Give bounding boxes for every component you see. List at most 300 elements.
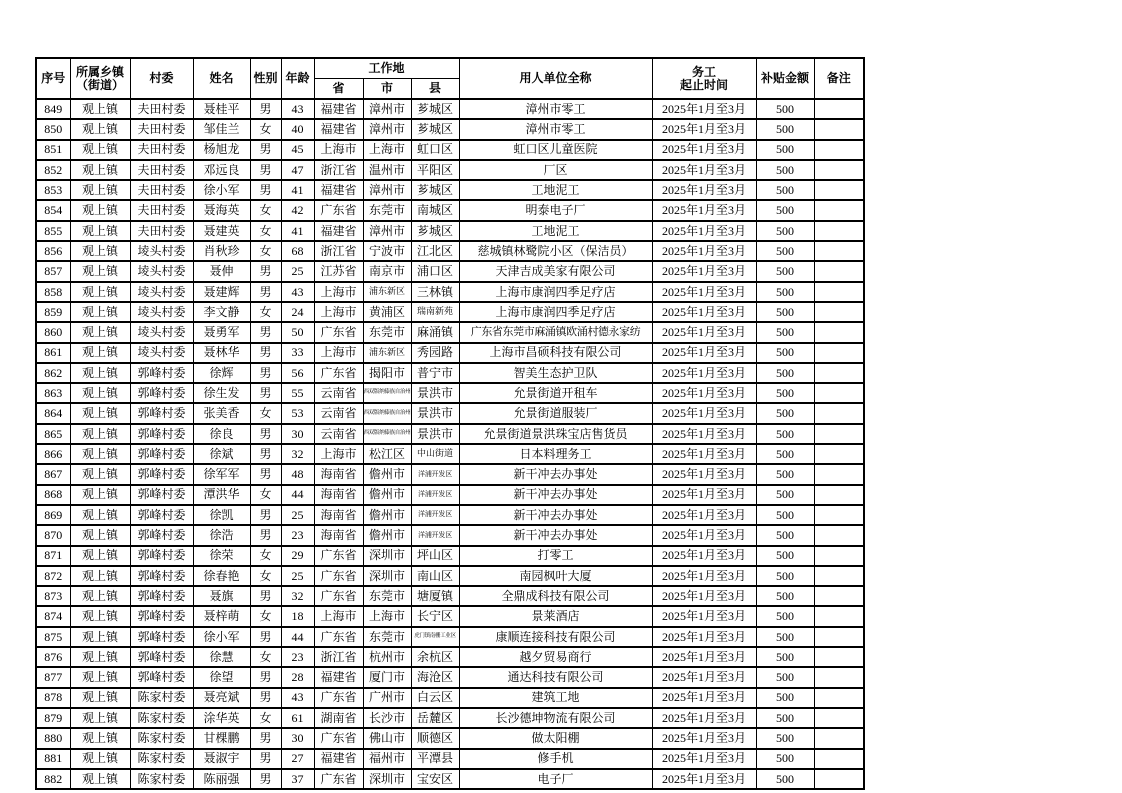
cell-remark: [814, 606, 864, 626]
table-row: [36, 444, 864, 464]
table-row: [36, 728, 864, 748]
cell-employer: 工地泥工: [459, 221, 652, 241]
cell-village: 夫田村委: [130, 200, 193, 220]
cell-county: 平阳区: [411, 160, 459, 180]
cell-county: 白云区: [411, 688, 459, 708]
cell-amount: 500: [756, 667, 814, 687]
cell-name: 聂勇军: [193, 322, 250, 342]
cell-township: 观上镇: [70, 647, 130, 667]
col-header-period-line1: 务工: [692, 64, 717, 79]
cell-employer: 允景街道开租车: [459, 383, 652, 403]
cell-province: 云南省: [314, 424, 363, 444]
cell-name: 徐良: [193, 424, 250, 444]
cell-village: 郭峰村委: [130, 606, 193, 626]
cell-no: 856: [36, 241, 70, 261]
cell-remark: [814, 200, 864, 220]
cell-gender: 男: [250, 688, 281, 708]
cell-city: 温州市: [363, 160, 411, 180]
cell-township: 观上镇: [70, 200, 130, 220]
cell-employer: 新干冲去办事处: [459, 525, 652, 545]
cell-name: 邓远良: [193, 160, 250, 180]
cell-gender: 女: [250, 302, 281, 322]
cell-township: 观上镇: [70, 444, 130, 464]
cell-province: 上海市: [314, 140, 363, 160]
cell-remark: [814, 708, 864, 728]
cell-county: 瑞南新苑: [411, 302, 459, 322]
cell-gender: 男: [250, 343, 281, 363]
cell-amount: 500: [756, 424, 814, 444]
cell-amount: 500: [756, 749, 814, 769]
cell-township: 观上镇: [70, 140, 130, 160]
cell-age: 44: [281, 627, 314, 647]
cell-employer: 建筑工地: [459, 688, 652, 708]
col-header-workplace: 工作地: [314, 58, 459, 79]
cell-province: 云南省: [314, 383, 363, 403]
cell-period: 2025年1月至3月: [652, 180, 756, 200]
table-row: [36, 505, 864, 525]
cell-name: 聂梓萌: [193, 606, 250, 626]
cell-township: 观上镇: [70, 241, 130, 261]
cell-county: 宝安区: [411, 769, 459, 789]
cell-village: 陈家村委: [130, 728, 193, 748]
cell-province: 浙江省: [314, 160, 363, 180]
col-header-township-line1: 所属乡镇: [75, 64, 124, 79]
cell-no: 862: [36, 363, 70, 383]
cell-city: 西双版纳傣族自治州: [363, 403, 411, 423]
cell-village: 郭峰村委: [130, 586, 193, 606]
cell-province: 广东省: [314, 627, 363, 647]
col-header-county: 县: [411, 79, 459, 100]
cell-city: 宁波市: [363, 241, 411, 261]
cell-age: 48: [281, 464, 314, 484]
cell-gender: 男: [250, 282, 281, 302]
cell-amount: 500: [756, 322, 814, 342]
cell-city: 浦东新区: [363, 282, 411, 302]
cell-remark: [814, 343, 864, 363]
cell-city: 深圳市: [363, 546, 411, 566]
cell-name: 张美香: [193, 403, 250, 423]
cell-province: 广东省: [314, 728, 363, 748]
cell-county: 景洪市: [411, 383, 459, 403]
cell-gender: 女: [250, 546, 281, 566]
cell-gender: 男: [250, 749, 281, 769]
cell-period: 2025年1月至3月: [652, 282, 756, 302]
cell-village: 郭峰村委: [130, 627, 193, 647]
cell-gender: 女: [250, 566, 281, 586]
cell-county: 普宁市: [411, 363, 459, 383]
cell-county: 芗城区: [411, 99, 459, 119]
cell-period: 2025年1月至3月: [652, 119, 756, 139]
cell-employer: 修手机: [459, 749, 652, 769]
cell-amount: 500: [756, 464, 814, 484]
cell-remark: [814, 667, 864, 687]
cell-township: 观上镇: [70, 749, 130, 769]
cell-period: 2025年1月至3月: [652, 241, 756, 261]
cell-township: 观上镇: [70, 403, 130, 423]
table-row: [36, 424, 864, 444]
cell-remark: [814, 586, 864, 606]
cell-gender: 女: [250, 606, 281, 626]
cell-village: 郭峰村委: [130, 525, 193, 545]
cell-city: 浦东新区: [363, 343, 411, 363]
cell-village: 夫田村委: [130, 180, 193, 200]
cell-employer: 智美生态护卫队: [459, 363, 652, 383]
cell-age: 55: [281, 383, 314, 403]
cell-amount: 500: [756, 566, 814, 586]
cell-remark: [814, 322, 864, 342]
cell-no: 879: [36, 708, 70, 728]
cell-village: 堎头村委: [130, 282, 193, 302]
cell-province: 广东省: [314, 688, 363, 708]
cell-province: 福建省: [314, 99, 363, 119]
cell-name: 潭洪华: [193, 485, 250, 505]
cell-age: 25: [281, 261, 314, 281]
cell-township: 观上镇: [70, 343, 130, 363]
cell-amount: 500: [756, 769, 814, 789]
cell-gender: 男: [250, 586, 281, 606]
cell-township: 观上镇: [70, 667, 130, 687]
cell-remark: [814, 383, 864, 403]
cell-age: 23: [281, 525, 314, 545]
cell-age: 43: [281, 99, 314, 119]
cell-period: 2025年1月至3月: [652, 464, 756, 484]
cell-name: 杨旭龙: [193, 140, 250, 160]
cell-county: 南山区: [411, 566, 459, 586]
cell-name: 邹佳兰: [193, 119, 250, 139]
cell-county: 中山街道: [411, 444, 459, 464]
cell-age: 68: [281, 241, 314, 261]
cell-remark: [814, 688, 864, 708]
cell-city: 东莞市: [363, 322, 411, 342]
cell-city: 漳州市: [363, 119, 411, 139]
table-row: [36, 180, 864, 200]
cell-age: 40: [281, 119, 314, 139]
cell-gender: 男: [250, 525, 281, 545]
cell-no: 875: [36, 627, 70, 647]
cell-age: 43: [281, 688, 314, 708]
cell-remark: [814, 485, 864, 505]
cell-gender: 男: [250, 383, 281, 403]
table-row: [36, 343, 864, 363]
cell-city: 儋州市: [363, 464, 411, 484]
table-row: [36, 383, 864, 403]
cell-village: 陈家村委: [130, 708, 193, 728]
cell-village: 堎头村委: [130, 343, 193, 363]
cell-gender: 男: [250, 728, 281, 748]
cell-county: 江北区: [411, 241, 459, 261]
cell-village: 堎头村委: [130, 302, 193, 322]
cell-city: 厦门市: [363, 667, 411, 687]
cell-county: 虹口区: [411, 140, 459, 160]
cell-name: 徐春艳: [193, 566, 250, 586]
cell-city: 黄浦区: [363, 302, 411, 322]
cell-province: 福建省: [314, 749, 363, 769]
cell-village: 夫田村委: [130, 160, 193, 180]
cell-employer: 厂区: [459, 160, 652, 180]
cell-city: 东莞市: [363, 627, 411, 647]
table-row: [36, 708, 864, 728]
cell-village: 夫田村委: [130, 221, 193, 241]
cell-city: 深圳市: [363, 566, 411, 586]
cell-province: 福建省: [314, 119, 363, 139]
cell-province: 广东省: [314, 322, 363, 342]
cell-township: 观上镇: [70, 424, 130, 444]
cell-township: 观上镇: [70, 302, 130, 322]
col-header-age: 年龄: [281, 58, 314, 99]
cell-amount: 500: [756, 708, 814, 728]
cell-province: 上海市: [314, 282, 363, 302]
table-row: [36, 647, 864, 667]
cell-province: 福建省: [314, 221, 363, 241]
cell-gender: 女: [250, 708, 281, 728]
cell-county: 洋浦开发区: [411, 505, 459, 525]
cell-amount: 500: [756, 606, 814, 626]
cell-amount: 500: [756, 221, 814, 241]
cell-remark: [814, 546, 864, 566]
cell-township: 观上镇: [70, 261, 130, 281]
cell-age: 32: [281, 586, 314, 606]
cell-province: 上海市: [314, 343, 363, 363]
cell-township: 观上镇: [70, 505, 130, 525]
cell-period: 2025年1月至3月: [652, 667, 756, 687]
cell-no: 865: [36, 424, 70, 444]
subsidy-roster-table: [35, 57, 865, 790]
cell-province: 浙江省: [314, 241, 363, 261]
cell-period: 2025年1月至3月: [652, 322, 756, 342]
cell-employer: 做太阳棚: [459, 728, 652, 748]
cell-province: 云南省: [314, 403, 363, 423]
cell-no: 882: [36, 769, 70, 789]
cell-name: 肖秋珍: [193, 241, 250, 261]
table-row: [36, 160, 864, 180]
cell-gender: 女: [250, 485, 281, 505]
cell-period: 2025年1月至3月: [652, 444, 756, 464]
cell-county: 海沧区: [411, 667, 459, 687]
table-row: [36, 241, 864, 261]
cell-village: 郭峰村委: [130, 667, 193, 687]
cell-age: 18: [281, 606, 314, 626]
cell-period: 2025年1月至3月: [652, 343, 756, 363]
table-row: [36, 200, 864, 220]
cell-province: 湖南省: [314, 708, 363, 728]
cell-name: 聂海英: [193, 200, 250, 220]
cell-employer: 允景街道服装厂: [459, 403, 652, 423]
cell-gender: 男: [250, 444, 281, 464]
cell-no: 864: [36, 403, 70, 423]
cell-period: 2025年1月至3月: [652, 99, 756, 119]
cell-township: 观上镇: [70, 728, 130, 748]
cell-name: 陈丽强: [193, 769, 250, 789]
cell-amount: 500: [756, 200, 814, 220]
cell-name: 徐望: [193, 667, 250, 687]
cell-amount: 500: [756, 485, 814, 505]
cell-no: 858: [36, 282, 70, 302]
cell-province: 上海市: [314, 302, 363, 322]
table-row: [36, 688, 864, 708]
cell-age: 24: [281, 302, 314, 322]
cell-amount: 500: [756, 302, 814, 322]
cell-city: 上海市: [363, 140, 411, 160]
cell-period: 2025年1月至3月: [652, 302, 756, 322]
cell-period: 2025年1月至3月: [652, 749, 756, 769]
cell-no: 873: [36, 586, 70, 606]
cell-amount: 500: [756, 241, 814, 261]
cell-employer: 上海市昌硕科技有限公司: [459, 343, 652, 363]
cell-no: 870: [36, 525, 70, 545]
table-row: [36, 525, 864, 545]
cell-city: 松江区: [363, 444, 411, 464]
table-row: [36, 363, 864, 383]
cell-gender: 男: [250, 180, 281, 200]
col-header-township: [70, 58, 130, 99]
cell-city: 东莞市: [363, 586, 411, 606]
cell-employer: 广东省东莞市麻涌镇欧涌村德永家纺: [459, 322, 652, 342]
cell-province: 福建省: [314, 180, 363, 200]
cell-age: 53: [281, 403, 314, 423]
cell-amount: 500: [756, 627, 814, 647]
cell-remark: [814, 282, 864, 302]
cell-name: 聂建英: [193, 221, 250, 241]
cell-township: 观上镇: [70, 221, 130, 241]
cell-city: 漳州市: [363, 180, 411, 200]
cell-name: 徐军军: [193, 464, 250, 484]
cell-age: 56: [281, 363, 314, 383]
cell-province: 江苏省: [314, 261, 363, 281]
cell-township: 观上镇: [70, 363, 130, 383]
cell-name: 聂桂平: [193, 99, 250, 119]
cell-village: 郭峰村委: [130, 505, 193, 525]
cell-village: 郭峰村委: [130, 424, 193, 444]
cell-city: 杭州市: [363, 647, 411, 667]
cell-county: 芗城区: [411, 221, 459, 241]
cell-no: 871: [36, 546, 70, 566]
cell-amount: 500: [756, 99, 814, 119]
cell-age: 25: [281, 566, 314, 586]
cell-township: 观上镇: [70, 119, 130, 139]
cell-village: 堎头村委: [130, 241, 193, 261]
cell-employer: 电子厂: [459, 769, 652, 789]
cell-county: 浦口区: [411, 261, 459, 281]
cell-province: 广东省: [314, 546, 363, 566]
cell-village: 郭峰村委: [130, 403, 193, 423]
cell-no: 852: [36, 160, 70, 180]
cell-name: 徐荣: [193, 546, 250, 566]
col-header-amount: 补贴金额: [756, 58, 814, 99]
cell-remark: [814, 505, 864, 525]
cell-county: 洋浦开发区: [411, 485, 459, 505]
cell-township: 观上镇: [70, 525, 130, 545]
cell-township: 观上镇: [70, 708, 130, 728]
cell-employer: 上海市康润四季足疗店: [459, 282, 652, 302]
cell-employer: 南园枫叶大厦: [459, 566, 652, 586]
cell-name: 甘棵鹏: [193, 728, 250, 748]
table-row: [36, 261, 864, 281]
header-row-1: [36, 58, 864, 79]
cell-age: 25: [281, 505, 314, 525]
cell-remark: [814, 444, 864, 464]
cell-gender: 男: [250, 99, 281, 119]
cell-age: 43: [281, 282, 314, 302]
cell-period: 2025年1月至3月: [652, 728, 756, 748]
col-header-province: 省: [314, 79, 363, 100]
cell-employer: 漳州市零工: [459, 99, 652, 119]
cell-no: 860: [36, 322, 70, 342]
cell-name: 聂亮斌: [193, 688, 250, 708]
cell-remark: [814, 464, 864, 484]
cell-amount: 500: [756, 444, 814, 464]
cell-village: 郭峰村委: [130, 363, 193, 383]
cell-no: 877: [36, 667, 70, 687]
cell-age: 32: [281, 444, 314, 464]
cell-no: 859: [36, 302, 70, 322]
cell-amount: 500: [756, 647, 814, 667]
cell-age: 41: [281, 221, 314, 241]
cell-name: 徐浩: [193, 525, 250, 545]
cell-township: 观上镇: [70, 464, 130, 484]
cell-gender: 男: [250, 424, 281, 444]
table-row: [36, 546, 864, 566]
cell-gender: 男: [250, 667, 281, 687]
cell-county: 南城区: [411, 200, 459, 220]
cell-employer: 上海市康润四季足疗店: [459, 302, 652, 322]
cell-city: 深圳市: [363, 769, 411, 789]
cell-county: 三林镇: [411, 282, 459, 302]
cell-village: 郭峰村委: [130, 383, 193, 403]
cell-amount: 500: [756, 383, 814, 403]
cell-age: 44: [281, 485, 314, 505]
cell-period: 2025年1月至3月: [652, 546, 756, 566]
cell-period: 2025年1月至3月: [652, 627, 756, 647]
cell-province: 海南省: [314, 464, 363, 484]
cell-village: 夫田村委: [130, 119, 193, 139]
cell-period: 2025年1月至3月: [652, 769, 756, 789]
cell-amount: 500: [756, 363, 814, 383]
cell-county: 虎门镇南栅工业区: [411, 627, 459, 647]
cell-remark: [814, 180, 864, 200]
cell-gender: 女: [250, 241, 281, 261]
cell-age: 61: [281, 708, 314, 728]
cell-province: 海南省: [314, 505, 363, 525]
cell-name: 聂伸: [193, 261, 250, 281]
table-row: [36, 99, 864, 119]
cell-employer: 虹口区儿童医院: [459, 140, 652, 160]
cell-no: 849: [36, 99, 70, 119]
cell-city: 儋州市: [363, 485, 411, 505]
cell-age: 29: [281, 546, 314, 566]
cell-employer: 天津吉成美家有限公司: [459, 261, 652, 281]
cell-city: 漳州市: [363, 221, 411, 241]
cell-no: 868: [36, 485, 70, 505]
col-header-village: 村委: [130, 58, 193, 99]
cell-village: 夫田村委: [130, 99, 193, 119]
cell-no: 876: [36, 647, 70, 667]
cell-no: 881: [36, 749, 70, 769]
table-row: [36, 464, 864, 484]
cell-amount: 500: [756, 688, 814, 708]
table-row: [36, 667, 864, 687]
cell-amount: 500: [756, 261, 814, 281]
cell-province: 广东省: [314, 586, 363, 606]
cell-no: 851: [36, 140, 70, 160]
cell-remark: [814, 99, 864, 119]
cell-age: 42: [281, 200, 314, 220]
cell-gender: 女: [250, 221, 281, 241]
cell-remark: [814, 241, 864, 261]
cell-remark: [814, 403, 864, 423]
cell-no: 866: [36, 444, 70, 464]
table-row: [36, 403, 864, 423]
cell-age: 23: [281, 647, 314, 667]
